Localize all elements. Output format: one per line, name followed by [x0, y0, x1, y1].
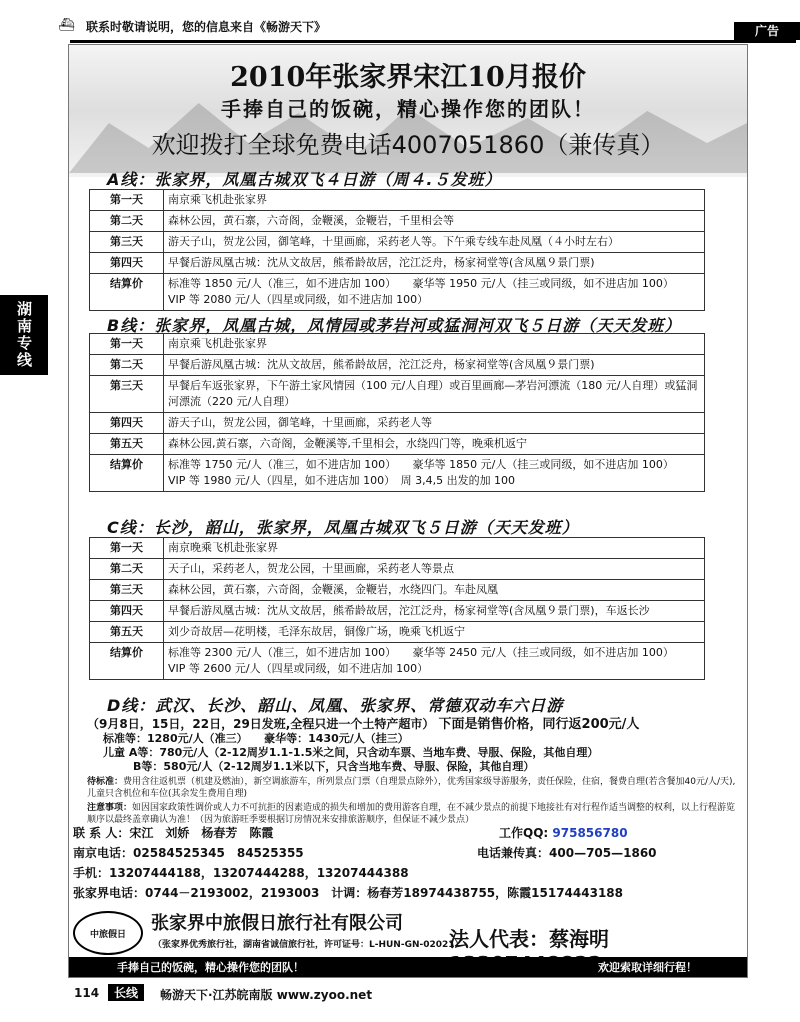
mobile-numbers: 13207444188，13207444288，13207444388 — [109, 866, 409, 880]
zjj-phone: 0744－2193002，2193003 计调：杨春芳18974438755，陈霞15174443188 — [145, 886, 624, 900]
notes-text: 费用含往返机票（机建及燃油），新空调旅游车，所列景点门票（自理景点除外），优秀国家级导游服务，责任保险，住宿，餐费自理(若含餐加40元/人/天),儿童只含机位和车位(其余发生费用自理) — [87, 777, 736, 799]
table-row: 第三天 早餐后车返张家界，下午游土家风情园（100 元/人自理）或百里画廊—茅岩河漂流（180 元/人自理）或猛洞河漂流（220 元/人自理） — [90, 376, 705, 413]
attention-label: 注意事项： — [87, 803, 133, 813]
nanjing-label: 南京电话： — [73, 846, 134, 860]
line-d-child-b: B等：580元/人（2-12周岁1.1米以下，只含当地车费、导服、保险，其他自理） — [133, 760, 535, 773]
qq-label: 工作QQ: — [499, 826, 549, 840]
legal-representative: 法人代表：蔡海明 — [449, 927, 609, 951]
zjj-label: 张家界电话： — [73, 886, 146, 900]
table-row: 第四天 早餐后游凤凰古城：沈从文故居，熊希龄故居，沱江泛舟，杨家祠堂等(含凤凰９景门票)，车返长沙 — [90, 601, 705, 622]
table-row: 第一天 南京乘飞机赴张家界 — [90, 190, 705, 211]
attention-text: 如因国家政策性调价或人力不可抗拒的因素造成的损失和增加的费用游客自理，在不减少景点的前提下地接社有对行程作适当调整的权利，以上行程游览顺序以最终盖章确认为准！（因为旅游旺季要根据订房情况来安排旅游顺序，但保证不减少景点） — [87, 803, 736, 825]
line-a-table — [89, 189, 705, 311]
line-d-notes — [87, 776, 737, 800]
table-row: 第二天 早餐后游凤凰古城：沈从文故居，熊希龄故居，沱江泛舟，杨家祠堂等(含凤凰９景门票) — [90, 355, 705, 376]
line-d-heading: D线：武汉、长沙、韶山、凤凰、张家界、常德双动车六日游 — [107, 696, 564, 715]
line-d-standard: 标准等：1280元/人（准三） 豪华等：1430元/人（挂三） — [103, 732, 409, 745]
table-row: 结算价 标准等 2300 元/人（准三，如不进店加 100） 豪华等 2450 元/人（挂三或同级，如不进店加 100） VIP 等 2600 元/人（四星或同级，如不进店加 100） — [90, 643, 705, 680]
people: 宋江 刘娇 杨春芳 陈霞 — [129, 826, 274, 840]
footer-band — [69, 957, 747, 978]
header-note: 联系时敬请说明，您的信息来自《畅游天下》 — [86, 20, 327, 34]
table-row: 第一天 南京晚乘飞机赴张家界 — [90, 538, 705, 559]
notes-label: 待标准： — [87, 777, 124, 787]
banner — [69, 45, 747, 177]
table-row: 第四天 早餐后游凤凰古城：沈从文故居，熊希龄故居，沱江泛舟，杨家祠堂等(含凤凰９景门票) — [90, 253, 705, 274]
line-d-dates-row — [87, 717, 737, 732]
table-row: 结算价 标准等 1850 元/人（准三，如不进店加 100） 豪华等 1950 元/人（挂三或同级，如不进店加 100） VIP 等 2080 元/人（四星或同级，如不进店加 100） — [90, 274, 705, 311]
fax-number: 400—705—1860 — [549, 846, 657, 860]
contact-zjj-row — [73, 883, 623, 903]
table-row: 第三天 游天子山，贺龙公园，御笔峰，十里画廊，采药老人等。下午乘专线车赴凤凰（４小时左右） — [90, 232, 705, 253]
table-row: 第四天 游天子山，贺龙公园，御笔峰，十里画廊，采药老人等 — [90, 413, 705, 434]
line-a-heading: A线：张家界，凤凰古城双飞４日游（周４.５发班） — [107, 170, 502, 189]
contact-mobile-row — [73, 863, 409, 883]
table-row: 第五天 刘少奇故居—花明楼，毛泽东故居，铜像广场，晚乘飞机返宁 — [90, 622, 705, 643]
agency-block — [69, 907, 747, 959]
agency-name: 张家界中旅假日旅行社有限公司 — [151, 913, 403, 934]
line-b-heading: B线：张家界，凤凰古城，凤情园或茅岩河或猛洞河双飞５日游（天天发班） — [107, 316, 682, 335]
fax-label: 电话兼传真： — [477, 846, 550, 860]
top-divider — [70, 40, 796, 43]
contact-fax-row — [477, 843, 657, 863]
page-number: 114 — [74, 986, 100, 1000]
agency-logo: 中旅假日 — [73, 911, 143, 955]
qq-number: 975856780 — [552, 826, 628, 840]
slogan: 手捧自己的饭碗，精心操作您的团队！ — [221, 97, 595, 121]
top-bar — [0, 0, 800, 44]
people-label: 联 系 人： — [73, 826, 130, 840]
contact-people-row — [73, 823, 273, 843]
section-tag: 长线 — [108, 984, 144, 1001]
table-row: 第一天 南京乘飞机赴张家界 — [90, 334, 705, 355]
line-d-dates: （9月8日，15日，22日，29日发班,全程只进一个土特产超市） — [87, 717, 435, 731]
table-row: 第五天 森林公园,黄石寨，六奇阁，金鞭溪等,千里相会，水绕四门等，晚乘机返宁 — [90, 434, 705, 455]
page-title: 2010年张家界宋江10月报价 — [230, 62, 586, 93]
footer-slogan: 手捧自己的饭碗，精心操作您的团队！ — [117, 961, 304, 974]
contact-nanjing-row — [73, 843, 304, 863]
line-b-table — [89, 333, 705, 492]
publication: 畅游天下·江苏皖南版 www.zyoo.net — [160, 988, 373, 1002]
table-row: 第二天 天子山，采药老人，贺龙公园，十里画廊，采药老人等景点 — [90, 559, 705, 580]
line-d-sale: 下面是销售价格，同行返200元/人 — [438, 717, 640, 732]
line-d-block — [87, 717, 737, 826]
line-d-child-a: 儿童 A等：780元/人（2-12周岁1.1-1.5米之间，只含动车票、当地车费、导服、保险，其他自理） — [103, 746, 599, 759]
mobile-label: 手机： — [73, 866, 110, 880]
table-row: 第三天 森林公园，黄石寨，六奇阁，金鞭溪，金鞭岩，水绕四门。车赴凤凰 — [90, 580, 705, 601]
footer-request: 欢迎索取详细行程！ — [598, 961, 697, 974]
agency-license: （张家界优秀旅行社，湖南省诚信旅行社，许可证号：L-HUN-GN-02021） — [153, 940, 464, 950]
ad-label: 广告 — [734, 22, 800, 40]
nanjing-phone: 02584525345 84525355 — [133, 846, 304, 860]
ship-icon: ⛴ — [58, 18, 75, 33]
page-footer — [0, 982, 800, 1012]
table-row: 第二天 森林公园，黄石寨，六奇阁，金鞭溪，金鞭岩，千里相会等 — [90, 211, 705, 232]
table-row: 结算价 标准等 1750 元/人（准三，如不进店加 100） 豪华等 1850 元/人（挂三或同级，如不进店加 100） VIP 等 1980 元/人（四星，如不进店加 100） 周 3,4,5 出发的加 100 — [90, 455, 705, 492]
side-tab: 湖南专线 — [0, 295, 48, 375]
free-phone: 欢迎拨打全球免费电话4007051860（兼传真） — [151, 131, 665, 159]
line-c-table — [89, 537, 705, 680]
contact-qq-row — [499, 823, 628, 843]
advert-frame — [68, 44, 748, 978]
line-c-heading: C线：长沙，韶山，张家界，凤凰古城双飞５日游（天天发班） — [107, 518, 579, 537]
